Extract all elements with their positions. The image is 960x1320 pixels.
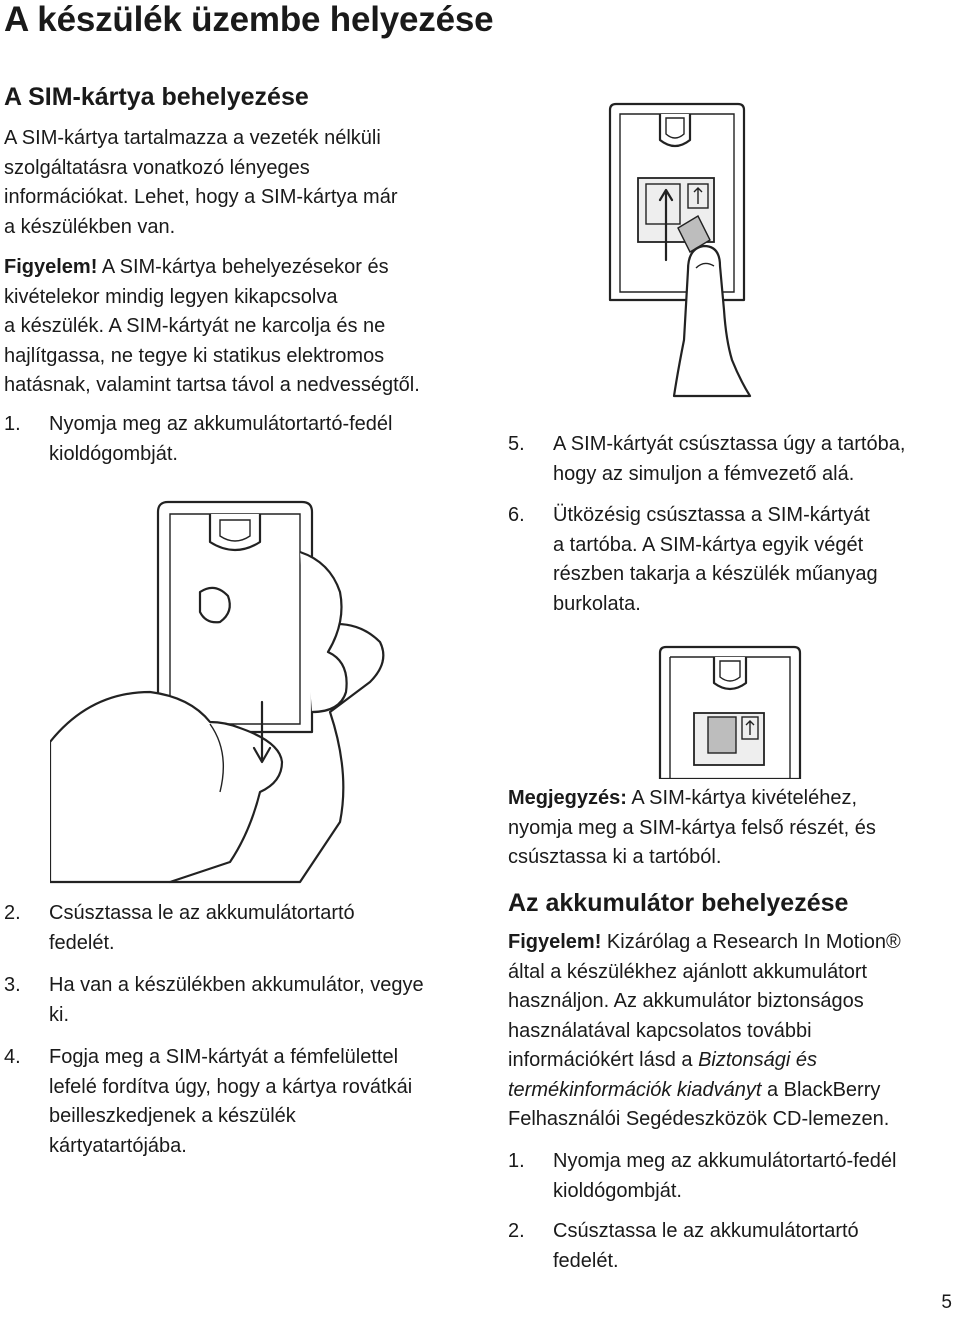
- text-line: a készülékben van.: [4, 215, 176, 238]
- text-line: használjon. Az akkumulátor biztonságos: [508, 990, 864, 1012]
- step-text-line: Fogja meg a SIM-kártyát a fémfelülettel: [49, 1046, 399, 1068]
- caution-text: a BlackBerry: [761, 1078, 881, 1101]
- document-reference: termékinformációk kiadványt: [508, 1078, 762, 1101]
- caution-text: A SIM-kártya behelyezésekor és: [97, 256, 389, 278]
- caution-label: Figyelem!: [508, 931, 602, 953]
- text-line: [508, 1076, 958, 1106]
- text-line: A SIM-kártya tartalmazza a vezeték nélküli: [4, 127, 381, 149]
- text-line: kivételekor mindig legyen kikapcsolva: [4, 285, 338, 308]
- step-number: 4.: [4, 1046, 21, 1068]
- text-line: használatával kapcsolatos további: [508, 1019, 812, 1042]
- step-number: 3.: [4, 974, 21, 996]
- step-text-line: kioldógombját.: [49, 442, 178, 465]
- step-text-line: hogy az simuljon a fémvezető alá.: [553, 462, 855, 485]
- step-text-line: beilleszkedjenek a készülék: [49, 1105, 296, 1127]
- step-text-line: kioldógombját.: [553, 1179, 682, 1202]
- step-text-line: Nyomja meg az akkumulátortartó-fedél: [49, 413, 393, 435]
- note-label: Megjegyzés:: [508, 787, 627, 809]
- step-text-line: kártyatartójába.: [49, 1134, 187, 1157]
- caution-text: Kizárólag a Research In Motion®: [601, 931, 901, 953]
- step-text-line: Ütközésig csúsztassa a SIM-kártyát: [553, 504, 870, 526]
- text-line: nyomja meg a SIM-kártya felső részét, és: [508, 816, 876, 839]
- step-text-line: A SIM-kártyát csúsztassa úgy a tartóba,: [553, 433, 906, 455]
- sim-caution-paragraph: [4, 253, 474, 401]
- text-line: csúsztassa ki a tartóból.: [508, 846, 722, 868]
- step-text-line: Csúsztassa le az akkumulátortartó: [553, 1220, 859, 1242]
- caution-label: Figyelem!: [4, 256, 98, 278]
- step-text-line: Ha van a készülékben akkumulátor, vegye: [49, 974, 424, 996]
- text-line: szolgáltatásra vonatkozó lényeges: [4, 156, 310, 179]
- step-text-line: ki.: [49, 1003, 69, 1026]
- step-text-line: lefelé fordítva úgy, hogy a kártya rovátkái: [49, 1075, 413, 1098]
- sim-note-paragraph: [508, 784, 958, 873]
- step-number: 6.: [508, 504, 525, 526]
- illustration-sim-insert: [600, 100, 760, 400]
- step-number: 5.: [508, 433, 525, 455]
- page-number: 5: [941, 1292, 952, 1313]
- step-text-line: Nyomja meg az akkumulátortartó-fedél: [553, 1150, 897, 1172]
- text-line: információkat. Lehet, hogy a SIM-kártya már: [4, 186, 398, 208]
- release-latch-icon: [660, 114, 690, 146]
- release-latch-icon: [714, 657, 746, 689]
- text-line: [508, 928, 958, 958]
- sim-section-heading: A SIM-kártya behelyezése: [4, 83, 309, 111]
- text-line: hajlítgassa, ne tegye ki statikus elektromos: [4, 344, 385, 367]
- text-line: Felhasználói Segédeszközök CD-lemezen.: [508, 1108, 890, 1130]
- text-line: a készülék. A SIM-kártyát ne karcolja és ne: [4, 315, 386, 337]
- caution-text: információkért lásd a: [508, 1049, 699, 1071]
- text-line: hatásnak, valamint tartsa távol a nedvességtől.: [4, 374, 420, 396]
- step-text-line: részben takarja a készülék műanyag: [553, 563, 878, 585]
- text-line: [508, 1046, 958, 1076]
- illustration-sim-seated: [650, 643, 810, 779]
- step-text-line: a tartóba. A SIM-kártya egyik végét: [553, 533, 864, 556]
- document-reference: Biztonsági és: [698, 1049, 818, 1071]
- note-text: A SIM-kártya kivételéhez,: [626, 787, 858, 809]
- text-line: [4, 253, 474, 283]
- fingertip-shape: [200, 588, 230, 622]
- step-number: 2.: [508, 1220, 525, 1242]
- text-line: [508, 784, 958, 814]
- step-number: 1.: [4, 413, 21, 435]
- battery-section-heading: Az akkumulátor behelyezése: [508, 889, 849, 917]
- illustration-cover-slide: [50, 492, 470, 892]
- step-text-line: fedelét.: [553, 1249, 619, 1272]
- step-text-line: burkolata.: [553, 592, 641, 615]
- sim-card-shape: [708, 717, 736, 753]
- battery-caution-paragraph: [508, 928, 958, 1135]
- step-text-line: Csúsztassa le az akkumulátortartó: [49, 902, 355, 924]
- page-title: A készülék üzembe helyezése: [4, 0, 494, 39]
- step-number: 2.: [4, 902, 21, 924]
- step-text-line: fedelét.: [49, 931, 115, 954]
- sim-intro-paragraph: [4, 124, 464, 242]
- text-line: által a készülékhez ajánlott akkumulátort: [508, 960, 868, 983]
- step-number: 1.: [508, 1150, 525, 1172]
